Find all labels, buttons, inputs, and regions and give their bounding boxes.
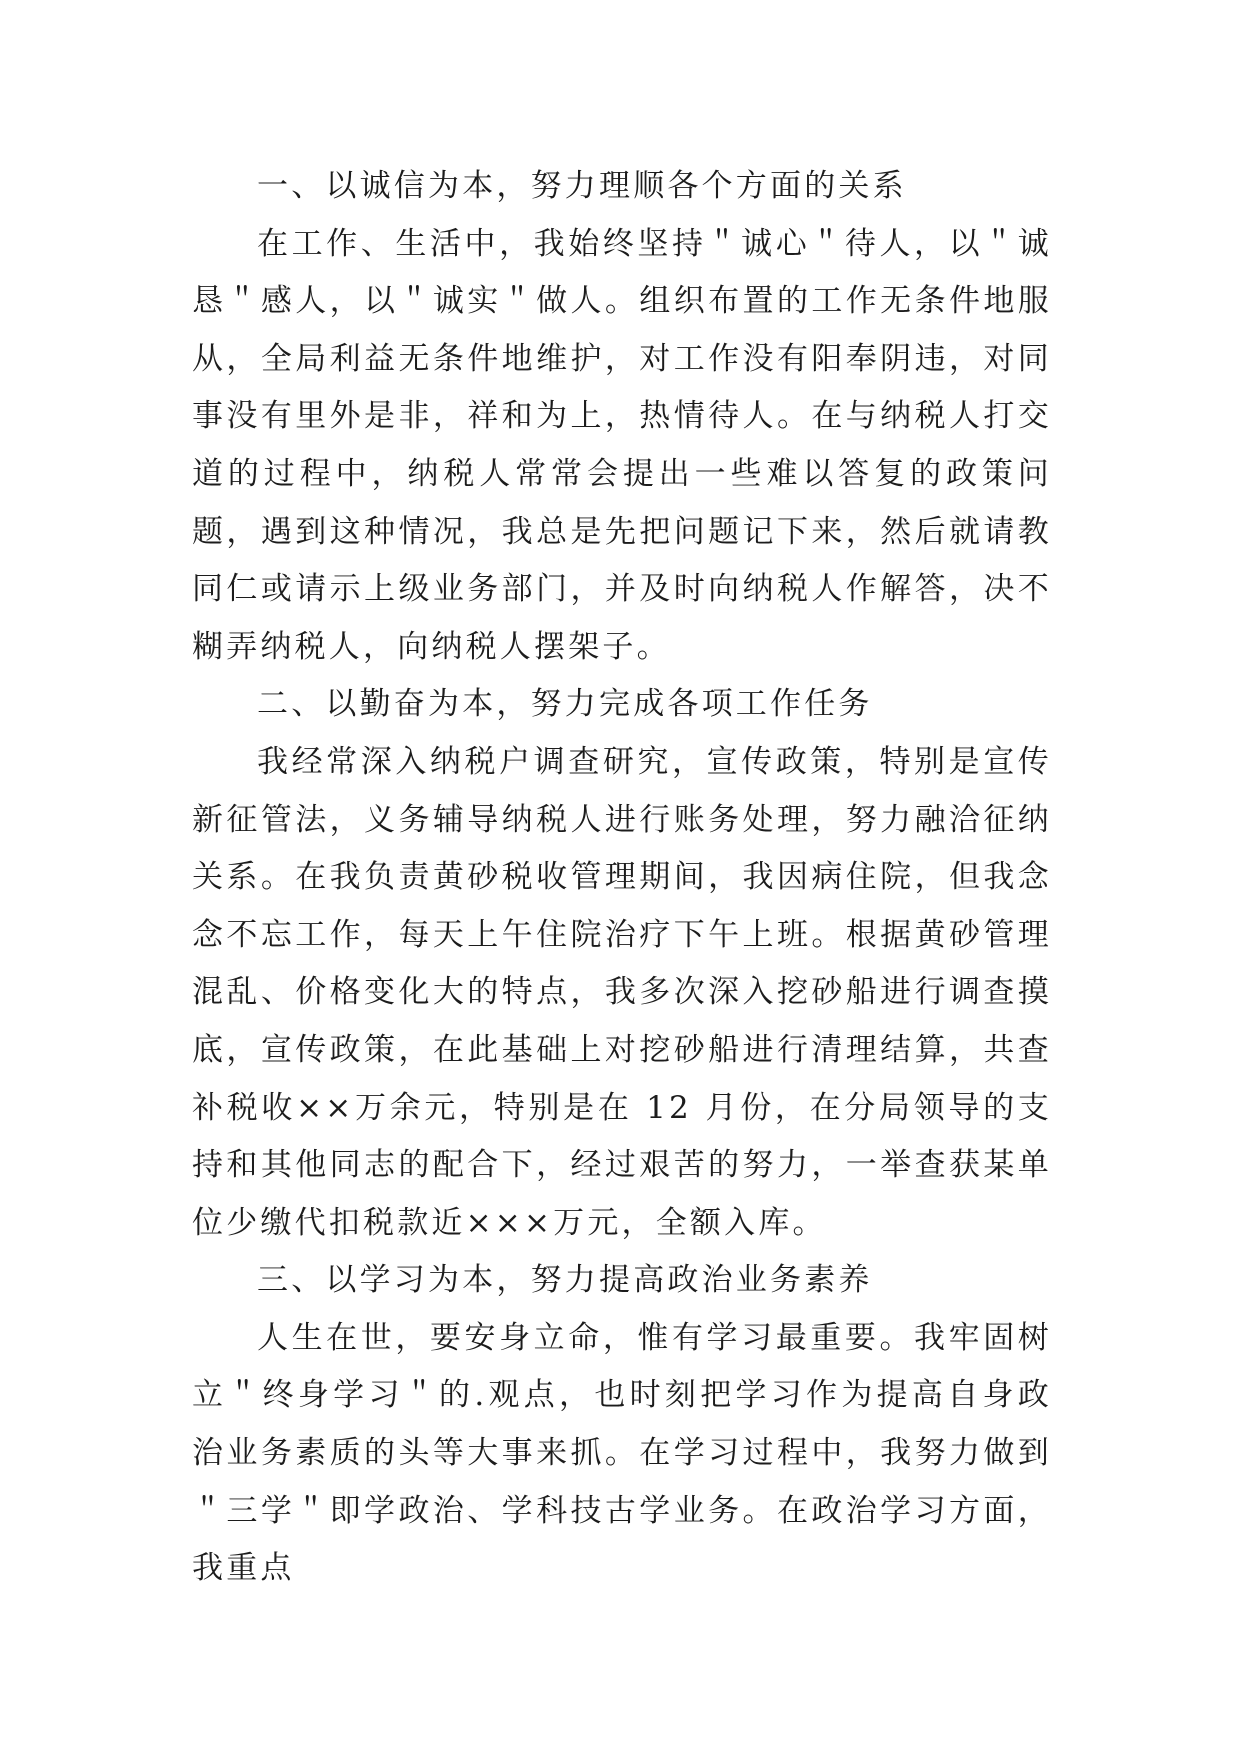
section-1-paragraph: 在工作、生活中，我始终坚持＂诚心＂待人，以＂诚恳＂感人，以＂诚实＂做人。组织布置的工作无条件地服从，全局利益无条件地维护，对工作没有阳奉阴违，对同事没有里外是非，祥和为上，热情待人。在与纳税人打交道的过程中，纳税人常常会提出一些难以答复的政策问题，遇到这种情况，我总是先把问题记下来，然后就请教同仁或请示上级业务部门，并及时向纳税人作解答，决不糊弄纳税人，向纳税人摆架子。	[192, 225, 1052, 665]
document-body	[192, 158, 1052, 1598]
section-3-paragraph: 人生在世，要安身立命，惟有学习最重要。我牢固树立＂终身学习＂的.观点，也时刻把学习作为提高自身政治业务素质的头等大事来抓。在学习过程中，我努力做到＂三学＂即学政治、学科技古学业务。在政治学习方面，我重点	[192, 1319, 1052, 1587]
section-heading-1: 一、以诚信为本，努力理顺各个方面的关系	[257, 168, 907, 204]
section-heading-2: 二、以勤奋为本，努力完成各项工作任务	[257, 686, 873, 723]
section-heading-3: 三、以学习为本，努力提高政治业务素养	[257, 1262, 873, 1299]
section-2-paragraph: 我经常深入纳税户调查研究，宣传政策，特别是宣传新征管法，义务辅导纳税人进行账务处理，努力融洽征纳关系。在我负责黄砂税收管理期间，我因病住院，但我念念不忘工作，每天上午住院治疗下午上班。根据黄砂管理混乱、价格变化大的特点，我多次深入挖砂船进行调查摸底，宣传政策，在此基础上对挖砂船进行清理结算，共查补税收××万余元，特别是在 12 月份，在分局领导的支持和其他同志的配合下，经过艰苦的努力，一举查获某单位少缴代扣税款近×××万元，全额入库。	[192, 743, 1052, 1241]
